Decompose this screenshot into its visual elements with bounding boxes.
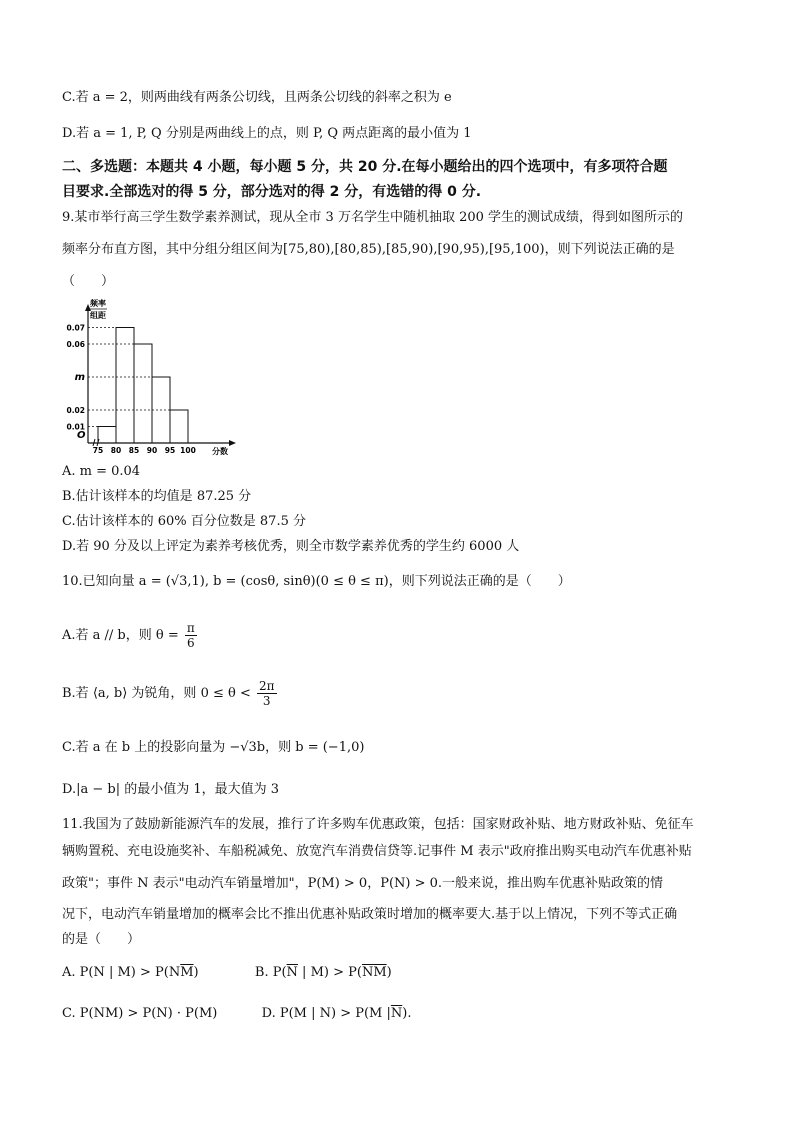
q11-option-a-pre: A. P(N | M) > P(N	[62, 965, 181, 980]
q10-option-d: D.|a − b| 的最小值为 1，最大值为 3	[62, 782, 280, 797]
q9-option-d: D.若 90 分及以上评定为素养考核优秀，则全市数学素养优秀的学生约 6000 人	[62, 539, 520, 554]
q11-options-row2	[62, 1004, 744, 1024]
q10-option-b-fraction	[257, 679, 277, 708]
q11-option-b-mid: | M) > P(	[297, 965, 362, 980]
q11-stem-line4: 况下，电动汽车销量增加的概率会比不推出优惠补贴政策时增加的概率要大.基于以上情况，下列不等式正确	[62, 907, 678, 922]
bar-[95,100)	[170, 410, 188, 443]
section-2-heading-line1: 二、多选题：本题共 4 小题，每小题 5 分，共 20 分.在每小题给出的四个选项中，有多项符合题	[62, 159, 668, 175]
q9-stem-line2: 频率分布直方图，其中分组分组区间为[75,80),[80,85),[85,90),[90,95),[95,100)，则下列说法正确的是	[62, 242, 675, 257]
x-tick-label: 80	[110, 446, 122, 455]
q10-option-b-denominator: 3	[262, 694, 271, 708]
q9-option-c: C.估计该样本的 60% 百分位数是 87.5 分	[62, 514, 306, 529]
q10-option-a-text: A.若 a // b，则 θ =	[62, 628, 179, 643]
bar-[75,80)	[98, 427, 116, 444]
y-tick-label: 0.07	[66, 323, 85, 333]
q9-answer-paren: （ ）	[62, 274, 115, 289]
x-tick-label: 95	[164, 446, 176, 455]
y-tick-label: 0.06	[66, 340, 85, 349]
q11-option-b-pre: B. P(	[254, 965, 287, 980]
q9-stem-line1: 9.某市举行高三学生数学素养测试，现从全市 3 万名学生中随机抽取 200 学生的测试成绩，得到如图所示的	[62, 210, 684, 225]
y-tick-label: 0.01	[66, 422, 85, 432]
q10-option-b-numerator: 2π	[258, 679, 275, 693]
y-tick-label: m	[74, 372, 85, 383]
q11-stem-line1: 11.我国为了鼓励新能源汽车的发展，推行了许多购车优惠政策，包括：国家财政补贴、地方财政补贴、免征车	[62, 817, 694, 832]
q8-option-d: D.若 a = 1, P, Q 分别是两曲线上的点，则 P, Q 两点距离的最小值为 1	[62, 126, 472, 141]
q11-stem-line3: 政策"；事件 N 表示"电动汽车销量增加"，P(M) > 0，P(N) > 0.一般来说，推出购车优惠补贴政策的情	[62, 876, 664, 891]
q10-option-b-text: B.若 ⟨a, b⟩ 为锐角，则 0 ≤ θ <	[62, 686, 251, 701]
bar-[80,85)	[116, 328, 134, 444]
origin-label: O	[77, 430, 86, 441]
q9-option-b: B.估计该样本的均值是 87.25 分	[62, 489, 252, 504]
y-axis-label-top: 频率	[90, 299, 106, 308]
q11-option-a	[62, 965, 199, 980]
q11-option-d	[262, 1006, 412, 1021]
q11-option-b-complement-1: $\overline{N}$	[286, 965, 298, 980]
x-tick-label: 85	[128, 446, 140, 455]
q11-option-b-complement-2: $\overline{NM}$	[361, 965, 387, 980]
q10-stem: 10.已知向量 a = (√3,1), b = (cosθ, sinθ)(0 ≤ θ ≤ π)，则下列说法正确的是（ ）	[62, 574, 571, 589]
q11-option-c: C. P(NM) > P(N) · P(M)	[62, 1006, 218, 1021]
x-axis-label: 分数	[212, 447, 228, 456]
y-axis-label-bottom: 组距	[90, 311, 106, 320]
q11-option-b	[255, 965, 392, 980]
q10-option-b	[62, 678, 744, 710]
y-tick-label: 0.02	[66, 406, 85, 415]
q11-option-d-pre: D. P(M | N) > P(M |	[261, 1006, 391, 1021]
x-axis-arrow	[229, 440, 236, 446]
bar-[85,90)	[134, 344, 152, 443]
q11-option-a-complement: $\overline{M}$	[180, 965, 194, 980]
q11-options-row1	[62, 963, 744, 983]
q9-option-a: A. m = 0.04	[62, 464, 141, 479]
q11-option-d-complement: $\overline{N}$	[390, 1006, 403, 1021]
q10-option-a-numerator: π	[186, 621, 195, 635]
q11-option-b-post: )	[386, 965, 392, 980]
q10-option-a-fraction	[185, 621, 197, 650]
q10-option-c: C.若 a 在 b 上的投影向量为 −√3b，则 b = (−1,0)	[62, 740, 365, 755]
frequency-histogram	[60, 298, 240, 456]
q10-option-a-denominator: 6	[187, 636, 195, 650]
q11-stem-line2: 辆购置税、充电设施奖补、车船税减免、放宽汽车消费信贷等.记事件 M 表示"政府推出购买电动汽车优惠补贴	[62, 844, 692, 859]
q11-option-d-post: ).	[402, 1006, 412, 1021]
q11-stem-line5: 的是（ ）	[62, 932, 141, 947]
x-tick-label: 90	[146, 446, 158, 455]
q8-option-c: C.若 a = 2，则两曲线有两条公切线，且两条公切线的斜率之积为 e	[62, 90, 452, 105]
x-tick-label: 75	[92, 446, 104, 455]
q11-option-a-post: )	[193, 965, 199, 980]
section-2-heading-line2: 目要求.全部选对的得 5 分，部分选对的得 2 分，有选错的得 0 分.	[62, 184, 482, 200]
x-tick-label: 100	[180, 446, 196, 455]
q10-option-a	[62, 620, 744, 652]
